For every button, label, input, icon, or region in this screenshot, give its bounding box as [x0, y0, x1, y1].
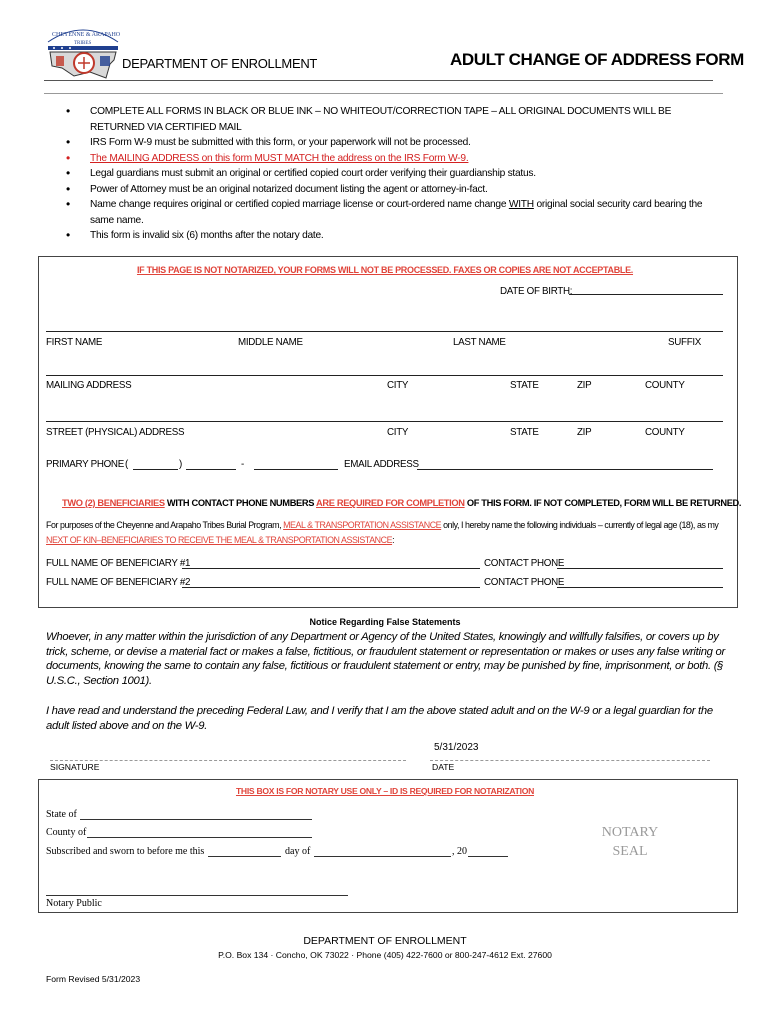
beneficiary-requirement: TWO (2) BENEFICIARIES WITH CONTACT PHONE NUMBERS ARE REQUIRED FOR COMPLETION OF THIS FORM. IF NOT COMPLETED, FORM WILL BE RETURNED.	[62, 498, 742, 508]
beneficiary-1-phone-label: CONTACT PHONE	[484, 558, 565, 569]
form-title: ADULT CHANGE OF ADDRESS FORM	[450, 50, 744, 69]
beneficiary-2-name-field[interactable]	[182, 587, 480, 588]
phone-line-field[interactable]	[254, 469, 338, 470]
notary-public-label: Notary Public	[46, 898, 102, 909]
footer-department: DEPARTMENT OF ENROLLMENT	[303, 935, 467, 947]
instruction-item: • This form is invalid six (6) months after the notary date.	[66, 228, 726, 244]
svg-text:CHEYENNE & ARAPAHO: CHEYENNE & ARAPAHO	[52, 32, 121, 38]
phone-area-code-field[interactable]	[133, 469, 178, 470]
beneficiary-1-name-field[interactable]	[182, 568, 480, 569]
department-heading: DEPARTMENT OF ENROLLMENT	[122, 56, 318, 71]
street-address-label: STREET (PHYSICAL) ADDRESS	[46, 427, 185, 438]
last-name-label: LAST NAME	[453, 337, 506, 348]
notary-county-label: County of	[46, 827, 87, 838]
email-field[interactable]	[417, 469, 713, 470]
beneficiary-purpose: For purposes of the Cheyenne and Arapaho Tribes Burial Program, MEAL & TRANSPORTATION ASSISTANCE only, I hereby name the following individuals – currently of legal age (18), as my NEXT OF KIN–BENEFICIARIES TO RECEIVE THE MEAL & TRANSPORTATION ASSISTANCE:	[46, 520, 719, 545]
email-label: EMAIL ADDRESS	[344, 459, 419, 470]
beneficiary-1-label: FULL NAME OF BENEFICIARY #1	[46, 558, 191, 569]
svg-text:TRIBES: TRIBES	[74, 41, 92, 46]
instruction-item: • IRS Form W-9 must be submitted with this form, or your paperwork will not be processed.	[66, 135, 726, 151]
signature-date-value: 5/31/2023	[434, 742, 479, 753]
certification-statement: I have read and understand the preceding Federal Law, and I verify that I am the above stated adult and on the W-9 or a legal guardian for the adult listed above and on the W-9.	[46, 705, 713, 732]
phone-prefix-field[interactable]	[186, 469, 236, 470]
beneficiary-1-phone-field[interactable]	[557, 568, 723, 569]
instruction-item-name-change: • Name change requires original or certified copied marriage license or court-ordered name change WITH original social security card bearing the same name.	[66, 197, 726, 228]
header-divider	[44, 80, 713, 81]
full-name-field[interactable]	[46, 331, 723, 332]
notary-month-field[interactable]	[314, 856, 451, 857]
phone-close-paren: )	[179, 459, 182, 470]
instruction-item: • Power of Attorney must be an original notarized document listing the agent or attorney-in-fact.	[66, 182, 726, 198]
suffix-label: SUFFIX	[668, 337, 702, 348]
street-address-field[interactable]	[46, 421, 723, 422]
beneficiary-2-label: FULL NAME OF BENEFICIARY #2	[46, 577, 191, 588]
instruction-item: • COMPLETE ALL FORMS IN BLACK OR BLUE INK – NO WHITEOUT/CORRECTION TAPE – ALL ORIGINAL DOCUMENTS WILL BE RETURNED VIA CERTIFIED MAIL	[66, 104, 726, 135]
date-field[interactable]	[430, 760, 710, 761]
street-city-label: CITY	[387, 427, 409, 438]
mailing-zip-label: ZIP	[577, 380, 592, 391]
dob-label: DATE OF BIRTH:	[500, 286, 573, 297]
primary-phone-label: PRIMARY PHONE	[46, 459, 124, 470]
notary-county-field[interactable]	[87, 837, 312, 838]
notary-year-prefix: , 20	[452, 846, 467, 857]
notary-state-field[interactable]	[80, 819, 312, 820]
notarize-warning: IF THIS PAGE IS NOT NOTARIZED, YOUR FORMS WILL NOT BE PROCESSED. FAXES OR COPIES ARE NOT ACCEPTABLE.	[136, 265, 634, 275]
form-revised-date: Form Revised 5/31/2023	[46, 974, 141, 984]
mailing-city-label: CITY	[387, 380, 409, 391]
notary-year-field[interactable]	[468, 856, 508, 857]
notary-day-of-label: day of	[285, 846, 311, 857]
mailing-state-label: STATE	[510, 380, 539, 391]
instruction-item-mailing-match: • The MAILING ADDRESS on this form MUST MATCH the address on the IRS Form W-9.	[66, 151, 726, 167]
header-divider-2	[44, 93, 723, 94]
street-county-label: COUNTY	[645, 427, 685, 438]
street-state-label: STATE	[510, 427, 539, 438]
notary-seal-area: NOTARY SEAL	[601, 825, 659, 859]
instruction-item: • Legal guardians must submit an original or certified copied court order verifying their guardianship status.	[66, 166, 726, 182]
phone-dash: -	[241, 459, 244, 470]
date-label: DATE	[432, 762, 455, 772]
mailing-county-label: COUNTY	[645, 380, 685, 391]
beneficiary-2-phone-label: CONTACT PHONE	[484, 577, 565, 588]
dob-field[interactable]	[569, 294, 723, 295]
footer-address: P.O. Box 134 · Concho, OK 73022 · Phone (405) 422-7600 or 800-247-4612 Ext. 27600	[218, 950, 552, 960]
signature-label: SIGNATURE	[50, 762, 100, 772]
false-statement-notice: Whoever, in any matter within the jurisdiction of any Department or Agency of the United States, knowingly and willfully falsifies, or covers up by trick, scheme, or devise a material fact or makes a false, fictitious, or fraudulent statement or representation or makes or uses any false writing or documents, knowing the same to contain any false, fictitious or fraudulent statement or entry, may be punished by fine, imprisonment, or both. (§ U.S.C., Section 1001).	[46, 631, 725, 687]
beneficiary-2-phone-field[interactable]	[557, 587, 723, 588]
signature-field[interactable]	[50, 760, 406, 761]
notary-subscribed-label: Subscribed and sworn to before me this	[46, 846, 205, 857]
street-zip-label: ZIP	[577, 427, 592, 438]
phone-open-paren: (	[125, 459, 128, 470]
tribal-seal-logo	[44, 22, 122, 84]
notary-public-signature-field[interactable]	[46, 895, 348, 896]
notice-title: Notice Regarding False Statements	[309, 617, 461, 627]
instructions-list	[66, 104, 726, 244]
mailing-address-field[interactable]	[46, 375, 723, 376]
middle-name-label: MIDDLE NAME	[238, 337, 303, 348]
notary-box-title: THIS BOX IS FOR NOTARY USE ONLY – ID IS REQUIRED FOR NOTARIZATION	[235, 786, 535, 796]
first-name-label: FIRST NAME	[46, 337, 103, 348]
notary-day-field[interactable]	[208, 856, 281, 857]
mailing-address-label: MAILING ADDRESS	[46, 380, 132, 391]
notary-state-label: State of	[46, 809, 77, 820]
